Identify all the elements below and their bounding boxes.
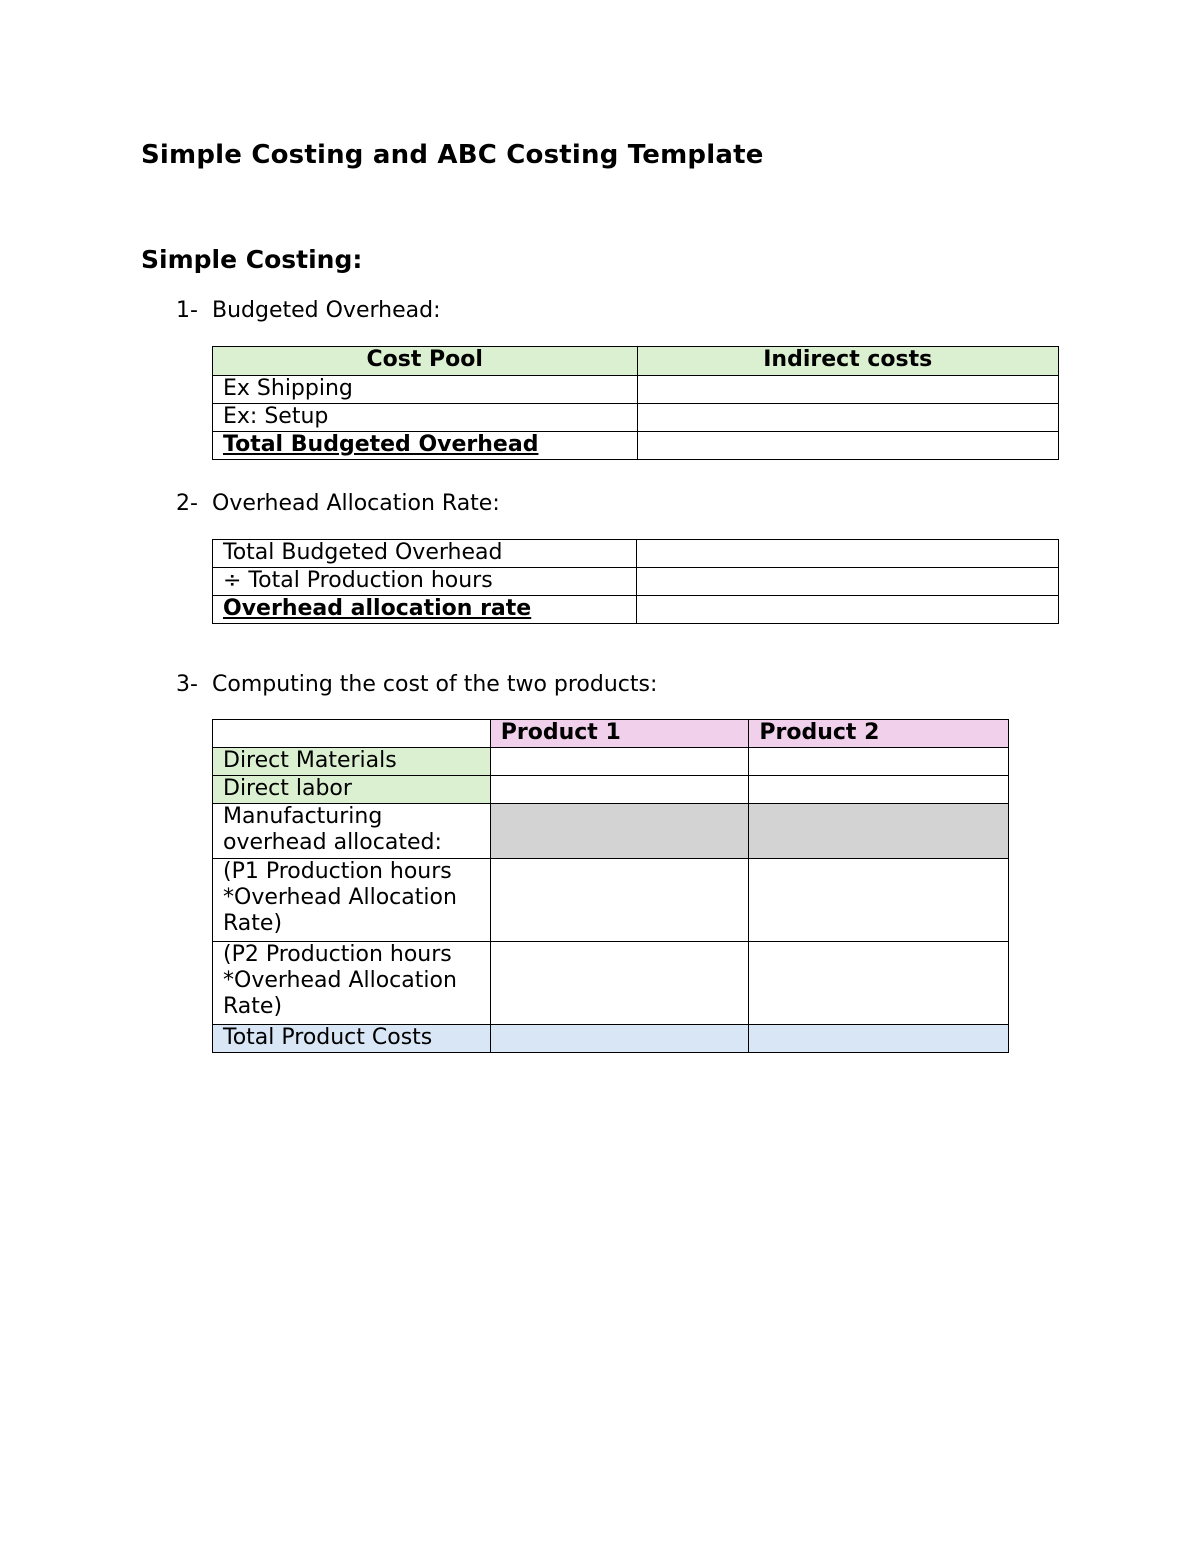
table-header-row xyxy=(213,347,1059,376)
product-cost-table xyxy=(212,719,1009,1053)
table-row xyxy=(213,776,1009,804)
value-cell[interactable] xyxy=(636,540,1058,568)
table-row xyxy=(213,596,1059,624)
row-label-manufacturing-overhead: Manufacturing overhead allocated: xyxy=(213,804,491,859)
value-cell[interactable] xyxy=(636,568,1058,596)
row-label-shipping: Ex Shipping xyxy=(213,376,638,404)
product-1-cell[interactable] xyxy=(490,748,749,776)
table-row xyxy=(213,376,1059,404)
product-2-cell[interactable] xyxy=(749,859,1009,942)
row-label-direct-labor: Direct labor xyxy=(213,776,491,804)
row-label-total-budgeted-overhead: Total Budgeted Overhead xyxy=(213,432,638,460)
product-2-cell[interactable] xyxy=(749,776,1009,804)
row-label-overhead-allocation-rate: Overhead allocation rate xyxy=(213,596,637,624)
row-label-total-production-hours: ÷ Total Production hours xyxy=(213,568,637,596)
column-header-indirect-costs: Indirect costs xyxy=(637,347,1058,376)
row-label-direct-materials: Direct Materials xyxy=(213,748,491,776)
step-label: Computing the cost of the two products: xyxy=(212,672,658,697)
value-cell[interactable] xyxy=(636,596,1058,624)
table-row xyxy=(213,404,1059,432)
indirect-cost-cell[interactable] xyxy=(637,404,1058,432)
step-2-heading xyxy=(176,491,500,516)
column-header-product-2: Product 2 xyxy=(749,720,1009,748)
shaded-cell xyxy=(490,804,749,859)
section-title-simple-costing: Simple Costing: xyxy=(141,245,363,274)
table-row xyxy=(213,432,1059,460)
table-row xyxy=(213,1025,1009,1053)
table-row xyxy=(213,942,1009,1025)
row-label-total-budgeted-overhead: Total Budgeted Overhead xyxy=(213,540,637,568)
product-1-cell[interactable] xyxy=(490,942,749,1025)
table-row xyxy=(213,568,1059,596)
column-header-product-1: Product 1 xyxy=(490,720,749,748)
row-label-p2-production-hours: (P2 Production hours *Overhead Allocation Rate) xyxy=(213,942,491,1025)
table-header-row xyxy=(213,720,1009,748)
table-row xyxy=(213,859,1009,942)
product-1-cell[interactable] xyxy=(490,859,749,942)
row-label-p1-production-hours: (P1 Production hours *Overhead Allocation Rate) xyxy=(213,859,491,942)
step-number: 2- xyxy=(176,491,198,516)
step-1-heading xyxy=(176,298,441,323)
product-2-total-cell[interactable] xyxy=(749,1025,1009,1053)
step-label: Overhead Allocation Rate: xyxy=(212,491,500,516)
product-1-cell[interactable] xyxy=(490,776,749,804)
total-overhead-cell[interactable] xyxy=(637,432,1058,460)
row-label-total-product-costs: Total Product Costs xyxy=(213,1025,491,1053)
column-header-cost-pool: Cost Pool xyxy=(213,347,638,376)
product-2-cell[interactable] xyxy=(749,942,1009,1025)
budgeted-overhead-table xyxy=(212,346,1059,460)
overhead-rate-table xyxy=(212,539,1059,624)
product-1-total-cell[interactable] xyxy=(490,1025,749,1053)
step-number: 3- xyxy=(176,672,198,697)
table-row xyxy=(213,804,1009,859)
empty-header-cell xyxy=(213,720,491,748)
product-2-cell[interactable] xyxy=(749,748,1009,776)
table-row xyxy=(213,540,1059,568)
indirect-cost-cell[interactable] xyxy=(637,376,1058,404)
step-3-heading xyxy=(176,672,657,697)
step-label: Budgeted Overhead: xyxy=(212,298,441,323)
document-title: Simple Costing and ABC Costing Template xyxy=(141,140,764,170)
step-number: 1- xyxy=(176,298,198,323)
row-label-setup: Ex: Setup xyxy=(213,404,638,432)
table-row xyxy=(213,748,1009,776)
shaded-cell xyxy=(749,804,1009,859)
